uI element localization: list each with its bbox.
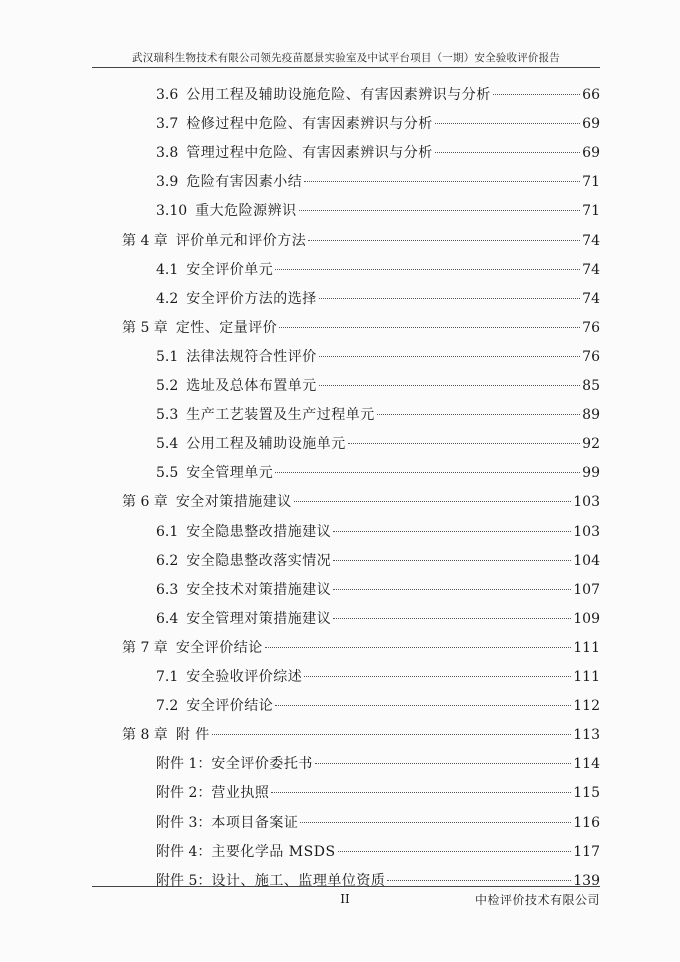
toc-entry-page: 74	[582, 232, 600, 249]
toc-dot-leader	[377, 414, 580, 415]
toc-dot-leader	[212, 734, 572, 735]
toc-entry-page: 111	[573, 639, 600, 656]
toc-entry-page: 74	[582, 261, 600, 278]
toc-dot-leader	[493, 94, 580, 95]
toc-entry-number: 第 5 章	[122, 319, 168, 336]
toc-entry-title: 安全评价方法的选择	[186, 290, 317, 307]
toc-entry-title: 重大危险源辨识	[195, 203, 297, 220]
toc-entry-title: 本项目备案证	[211, 814, 299, 831]
toc-dot-leader	[435, 152, 580, 153]
toc-entry-title: 安全管理单元	[186, 465, 274, 482]
toc-entry[interactable]	[156, 753, 600, 783]
toc-entry-title: 安全管理对策措施建议	[186, 610, 332, 627]
toc-dot-leader	[275, 269, 580, 270]
toc-entry[interactable]	[156, 259, 600, 289]
toc-entry-page: 103	[573, 523, 600, 540]
toc-dot-leader	[338, 851, 572, 852]
toc-entry[interactable]	[156, 695, 600, 725]
toc-entry-title: 安全评价委托书	[211, 756, 313, 773]
toc-entry-number: 第 7 章	[122, 639, 168, 656]
toc-entry-title: 评价单元和评价方法	[175, 232, 307, 249]
toc-entry[interactable]	[156, 433, 600, 463]
toc-dot-leader	[304, 676, 571, 677]
toc-entry[interactable]	[156, 113, 600, 143]
toc-entry-page: 71	[582, 203, 600, 220]
toc-entry[interactable]	[156, 404, 600, 434]
toc-entry-page: 115	[573, 785, 600, 802]
toc-dot-leader	[435, 123, 580, 124]
toc-entry-number: 附件 3：	[156, 814, 212, 831]
toc-dot-leader	[315, 763, 571, 764]
toc-entry[interactable]	[156, 608, 600, 638]
toc-dot-leader	[275, 472, 580, 473]
toc-dot-leader	[319, 385, 580, 386]
toc-dot-leader	[300, 822, 571, 823]
toc-entry-title: 公用工程及辅助设施危险、有害因素辨识与分析	[186, 87, 491, 103]
toc-entry-number: 4.1	[156, 261, 179, 278]
toc-entry-title: 检修过程中危险、有害因素辨识与分析	[186, 116, 433, 133]
toc-entry-page: 117	[573, 843, 600, 860]
toc-entry-number: 6.3	[156, 581, 179, 598]
toc-dot-leader	[319, 298, 580, 299]
toc-entry-title: 安全评价单元	[186, 261, 274, 278]
toc-entry-title: 安全隐患整改措施建议	[186, 523, 332, 540]
toc-dot-leader	[333, 618, 571, 619]
toc-entry-page: 76	[582, 348, 600, 365]
toc-entry-page: 104	[573, 552, 600, 569]
toc-entry-page: 92	[582, 436, 600, 453]
toc-entry-title: 主要化学品 MSDS	[211, 843, 336, 860]
toc-entry-number: 3.9	[156, 174, 179, 191]
running-header: 武汉瑞科生物技术有限公司领先疫苗愿景实验室及中试平台项目（一期）安全验收评价报告	[132, 52, 560, 64]
page-number: II	[340, 892, 350, 906]
toc-entry-number: 附件 4：	[156, 843, 212, 860]
toc-entry[interactable]	[156, 841, 600, 871]
toc-entry-number: 5.5	[156, 465, 179, 482]
toc-entry-number: 7.1	[156, 669, 179, 685]
toc-entry-page: 85	[582, 378, 600, 394]
toc-entry-title: 安全技术对策措施建议	[186, 581, 332, 598]
toc-entry-page: 113	[573, 727, 600, 744]
toc-dot-leader	[304, 181, 580, 182]
toc-entry[interactable]	[156, 346, 600, 376]
header-rule	[92, 67, 600, 68]
footer-company: 中检评价技术有限公司	[474, 893, 600, 907]
toc-dot-leader	[333, 531, 571, 532]
toc-entry-number: 7.2	[156, 698, 179, 715]
toc-entry-title: 营业执照	[211, 785, 270, 802]
toc-entry-title: 安全验收评价综述	[186, 669, 303, 685]
toc-entry[interactable]	[156, 375, 600, 405]
toc-dot-leader	[294, 501, 571, 502]
toc-entry-page: 66	[582, 87, 600, 103]
toc-entry-number: 第 6 章	[122, 494, 168, 511]
toc-entry-page: 71	[582, 174, 600, 191]
toc-entry-number: 6.1	[156, 523, 179, 540]
toc-entry[interactable]	[156, 666, 600, 696]
toc-dot-leader	[279, 327, 580, 328]
toc-entry[interactable]	[122, 637, 600, 667]
toc-entry[interactable]	[156, 288, 600, 318]
toc-entry[interactable]	[156, 142, 600, 172]
toc-entry[interactable]	[156, 782, 600, 812]
toc-entry[interactable]	[156, 579, 600, 609]
toc-entry[interactable]	[122, 317, 600, 347]
toc-entry[interactable]	[156, 812, 600, 842]
toc-entry[interactable]	[156, 521, 600, 551]
toc-entry-title: 安全隐患整改落实情况	[186, 552, 332, 569]
toc-entry-number: 3.10	[156, 203, 188, 220]
toc-entry-title: 安全对策措施建议	[175, 494, 292, 511]
toc-entry-page: 112	[573, 698, 600, 715]
toc-entry-title: 生产工艺装置及生产过程单元	[186, 407, 375, 424]
toc-entry-title: 设计、施工、监理单位资质	[211, 872, 386, 889]
toc-dot-leader	[275, 705, 571, 706]
toc-entry-page: 69	[582, 145, 600, 162]
toc-entry-number: 附件 1：	[156, 756, 212, 773]
toc-entry-title: 安全评价结论	[175, 639, 263, 656]
toc-dot-leader	[348, 443, 580, 444]
toc-entry[interactable]	[156, 550, 600, 580]
toc-entry-number: 5.4	[156, 436, 179, 453]
toc-entry[interactable]	[122, 230, 600, 260]
toc-entry-title: 安全评价结论	[186, 698, 274, 715]
toc-dot-leader	[308, 240, 580, 241]
toc-entry-number: 6.2	[156, 552, 179, 569]
toc-entry-title: 法律法规符合性评价	[186, 348, 317, 365]
toc-entry-page: 76	[582, 319, 600, 336]
toc-entry-number: 附件 5：	[156, 872, 212, 889]
toc-entry-page: 103	[573, 494, 600, 511]
toc-dot-leader	[387, 880, 571, 881]
toc-entry-number: 附件 2：	[156, 785, 212, 802]
toc-entry-number: 第 4 章	[122, 232, 168, 249]
toc-entry-page: 74	[582, 290, 600, 307]
toc-entry-page: 69	[582, 116, 600, 133]
toc-entry[interactable]	[156, 84, 600, 114]
toc-entry[interactable]	[122, 491, 600, 521]
toc-entry[interactable]	[156, 171, 600, 201]
toc-entry-title: 选址及总体布置单元	[186, 378, 317, 394]
toc-entry-number: 3.6	[156, 87, 179, 103]
toc-entry-page: 114	[573, 756, 600, 773]
toc-dot-leader	[265, 647, 571, 648]
toc-dot-leader	[333, 589, 571, 590]
toc-entry-number: 5.3	[156, 407, 179, 424]
toc-entry-title: 定性、定量评价	[175, 319, 278, 336]
toc-entry-page: 107	[573, 581, 600, 598]
toc-entry-title: 公用工程及辅助设施单元	[186, 436, 346, 453]
toc-entry[interactable]	[122, 724, 600, 754]
toc-entry-number: 4.2	[156, 290, 179, 307]
toc-entry-title: 危险有害因素小结	[186, 174, 303, 191]
footer-rule	[92, 886, 600, 887]
toc-entry[interactable]	[156, 200, 600, 230]
toc-entry-number: 5.2	[156, 378, 179, 394]
toc-dot-leader	[299, 210, 581, 211]
toc-dot-leader	[271, 792, 571, 793]
toc-entry-number: 5.1	[156, 348, 179, 365]
toc-entry-page: 116	[573, 814, 600, 831]
toc-entry-page: 139	[573, 872, 600, 889]
toc-dot-leader	[319, 356, 580, 357]
toc-dot-leader	[333, 560, 571, 561]
toc-entry-number: 3.8	[156, 145, 179, 162]
toc-entry-number: 3.7	[156, 116, 179, 133]
toc-entry-page: 109	[573, 610, 600, 627]
toc-entry-page: 89	[582, 407, 600, 424]
toc-entry-title: 管理过程中危险、有害因素辨识与分析	[186, 145, 433, 162]
toc-entry[interactable]	[156, 462, 600, 492]
toc-entry-number: 第 8 章	[122, 727, 168, 744]
toc-entry-page: 111	[573, 669, 600, 685]
toc-entry-page: 99	[582, 465, 600, 482]
toc-entry-title: 附 件	[175, 727, 210, 744]
toc-entry-number: 6.4	[156, 610, 179, 627]
